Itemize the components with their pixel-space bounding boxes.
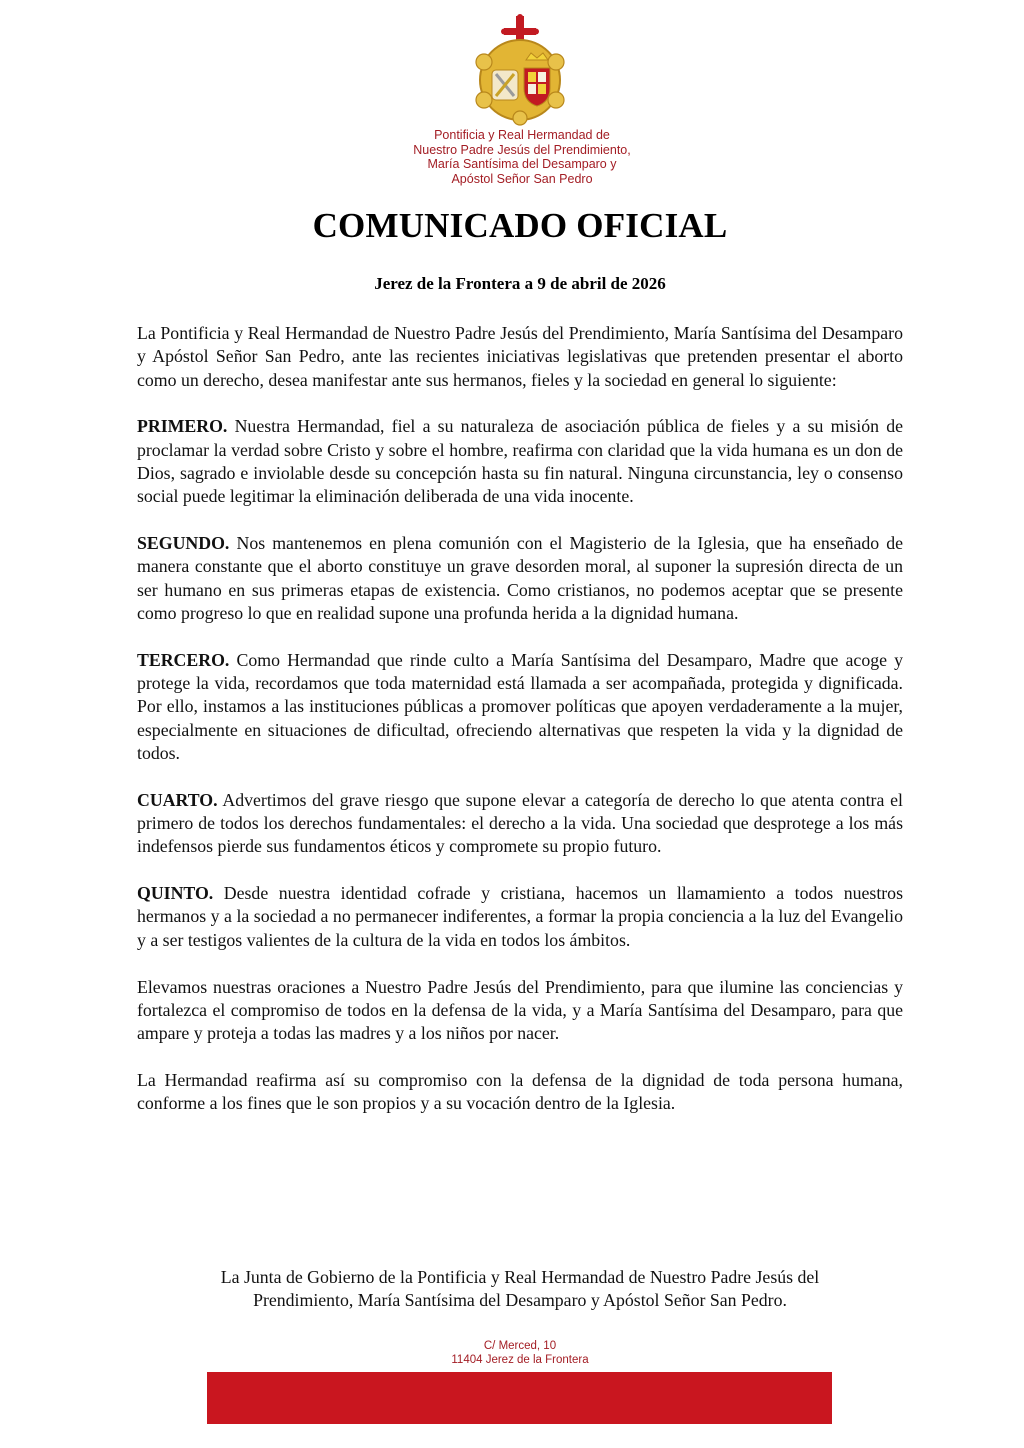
org-name-line: Nuestro Padre Jesús del Prendimiento, <box>413 142 631 157</box>
organization-name <box>340 128 704 186</box>
address-city: 11404 Jerez de la Frontera <box>451 1354 589 1366</box>
point-text: Como Hermandad que rinde culto a María Santísima del Desamparo, Madre que acoge y protege la vida, recordamos que toda maternidad está llamada a ser acompañada, protegida y dignificada. Por ello, instamos a las instituciones públicas a promover políticas que apoyen verdaderamente a la mujer, especialmente en situaciones de dificultad, ofreciendo alternativas que respeten la vida y la dignidad de todos. <box>137 649 903 763</box>
point-paragraph-cuarto <box>137 789 903 859</box>
footer-color-bar <box>207 1372 832 1424</box>
point-paragraph-quinto <box>137 882 903 952</box>
document-body <box>137 322 903 1139</box>
point-text: Desde nuestra identidad cofrade y cristiana, hacemos un llamamiento a todos nuestros hermanos y a la sociedad a no permanecer indiferentes, a formar la propia conciencia a la luz del Evangelio y a ser testigos valientes de la cultura de la vida en todos los ámbitos. <box>137 883 903 950</box>
point-text: Nuestra Hermandad, fiel a su naturaleza de asociación pública de fieles y a su misión de proclamar la verdad sobre Cristo y sobre el hombre, reafirma con claridad que la vida humana es un don de Dios, sagrado e inviolable desde su concepción hasta su fin natural. Ninguna circunstancia, ley o consenso social puede legitimar la eliminación deliberada de una vida inocente. <box>137 416 903 507</box>
point-paragraph-segundo <box>137 532 903 625</box>
point-label: SEGUNDO. <box>137 533 230 554</box>
org-name-line: Apóstol Señor San Pedro <box>451 171 593 186</box>
signature-line: La Junta de Gobierno de la Pontificia y Real Hermandad de Nuestro Padre Jesús del <box>220 1267 820 1287</box>
brotherhood-crest-icon <box>470 14 570 126</box>
closing-paragraph: La Hermandad reafirma así su compromiso con la defensa de la dignidad de toda persona humana, conforme a los fines que le son propios y a su vocación dentro de la Iglesia. <box>137 1069 903 1114</box>
prayer-paragraph: Elevamos nuestras oraciones a Nuestro Padre Jesús del Prendimiento, para que ilumine las conciencias y fortalezca el compromiso de todos en la defensa de la vida, y a María Santísima del Desamparo, para que ampare y proteja a todas las madres y a los niños por nacer. <box>137 976 903 1044</box>
document-title: COMUNICADO OFICIAL <box>312 206 728 245</box>
date-line: Jerez de la Frontera a 9 de abril de 2026 <box>374 274 666 293</box>
address-street: C/ Merced, 10 <box>483 1340 557 1352</box>
point-paragraph-primero <box>137 415 903 508</box>
point-label: CUARTO. <box>137 789 218 810</box>
org-name-line: Pontificia y Real Hermandad de <box>434 128 610 142</box>
point-label: QUINTO. <box>137 883 214 904</box>
point-label: PRIMERO. <box>137 416 228 437</box>
footer-address <box>400 1339 640 1367</box>
signature-line: Prendimiento, María Santísima del Desamparo y Apóstol Señor San Pedro. <box>253 1290 787 1311</box>
point-text: Nos mantenemos en plena comunión con el Magisterio de la Iglesia, que ha enseñado de manera constante que el aborto constituye un grave desorden moral, al suponer la supresión directa de un ser humano en sus primeras etapas de existencia. Como cristianos, no podemos aceptar que se presente como progreso lo que en realidad supone una profunda herida a la dignidad humana. <box>137 533 903 623</box>
point-label: TERCERO. <box>137 649 230 670</box>
point-paragraph-tercero <box>137 649 903 765</box>
point-text: Advertimos del grave riesgo que supone elevar a categoría de derecho lo que atenta contra el primero de todos los derechos fundamentales: el derecho a la vida. Una sociedad que desprotege a los más indefensos pierde sus fundamentos éticos y compromete su propio futuro. <box>137 789 903 857</box>
signature-block <box>137 1266 903 1313</box>
org-name-line: María Santísima del Desamparo y <box>427 157 617 171</box>
intro-paragraph: La Pontificia y Real Hermandad de Nuestro Padre Jesús del Prendimiento, María Santísima del Desamparo y Apóstol Señor San Pedro, ante las recientes iniciativas legislativas que pretenden presentar el aborto como un derecho, desea manifestar ante sus hermanos, fieles y la sociedad en general lo siguiente: <box>137 323 903 390</box>
